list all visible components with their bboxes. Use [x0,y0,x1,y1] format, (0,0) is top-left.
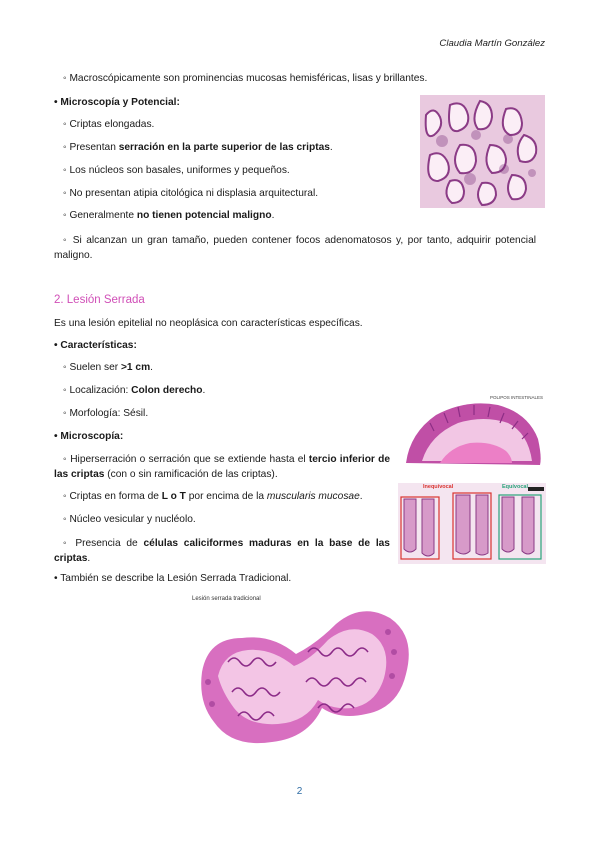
section-title: 2. Lesión Serrada [54,294,145,306]
crypts-comparison-image [398,483,546,564]
author-name: Claudia Martín González [439,38,545,49]
traditional-serrated-lesion-image [188,592,411,755]
crypts-item: ◦ Criptas elongadas. [63,119,155,130]
sessile-serrated-lesion-image [400,393,545,477]
tsa-caption: Lesión serrada tradicional [192,596,261,602]
macro-item: ◦ Macroscópicamente son prominencias mucosas hemisféricas, lisas y brillantes. [63,73,428,84]
crypt-shape-item: ◦ Criptas en forma de L o T por encima de la muscularis mucosae. [63,491,363,502]
serration-item: ◦ Presentan serración en la parte superior de las criptas. [63,142,333,153]
micro-potential-heading: • Microscopía y Potencial: [54,97,180,108]
microscopy-heading: • Microscopía: [54,431,124,442]
hyperserration-item: ◦ Hiperserración o serración que se extiende hasta el tercio inferior de las criptas (con o sin ramificación de las criptas). [54,454,390,480]
equivocal-label: Equívocal [502,484,528,490]
size-item: ◦ Si alcanzan un gran tamaño, pueden contener focos adenomatosos y, por tanto, adquirir potencial maligno. [54,235,536,261]
morphology-char-item: ◦ Morfología: Sésil. [63,408,149,419]
atypia-item: ◦ No presentan atipia citológica ni displasia arquitectural. [63,188,319,199]
goblet-cells-item: ◦ Presencia de células caliciformes maduras en la base de las criptas. [54,538,390,564]
traditional-lesion-item: • También se describe la Lesión Serrada Tradicional. [54,573,292,584]
nuclei-item: ◦ Los núcleos son basales, uniformes y pequeños. [63,165,290,176]
nucleus-item: ◦ Núcleo vesicular y nucléolo. [63,514,196,525]
section-intro: Es una lesión epitelial no neoplásica con características específicas. [54,318,363,329]
characteristics-heading: • Características: [54,340,137,351]
size-char-item: ◦ Suelen ser >1 cm. [63,362,153,373]
page-number: 2 [296,786,303,797]
location-char-item: ◦ Localización: Colon derecho. [63,385,206,396]
hyperplastic-polyp-histology-image [420,95,545,208]
malignant-potential-item: ◦ Generalmente no tienen potencial maligno. [63,210,275,221]
inequivocal-label: Inequívocal [423,484,454,490]
polyp-caption: POLIPOS INTESTINALES [490,395,544,400]
